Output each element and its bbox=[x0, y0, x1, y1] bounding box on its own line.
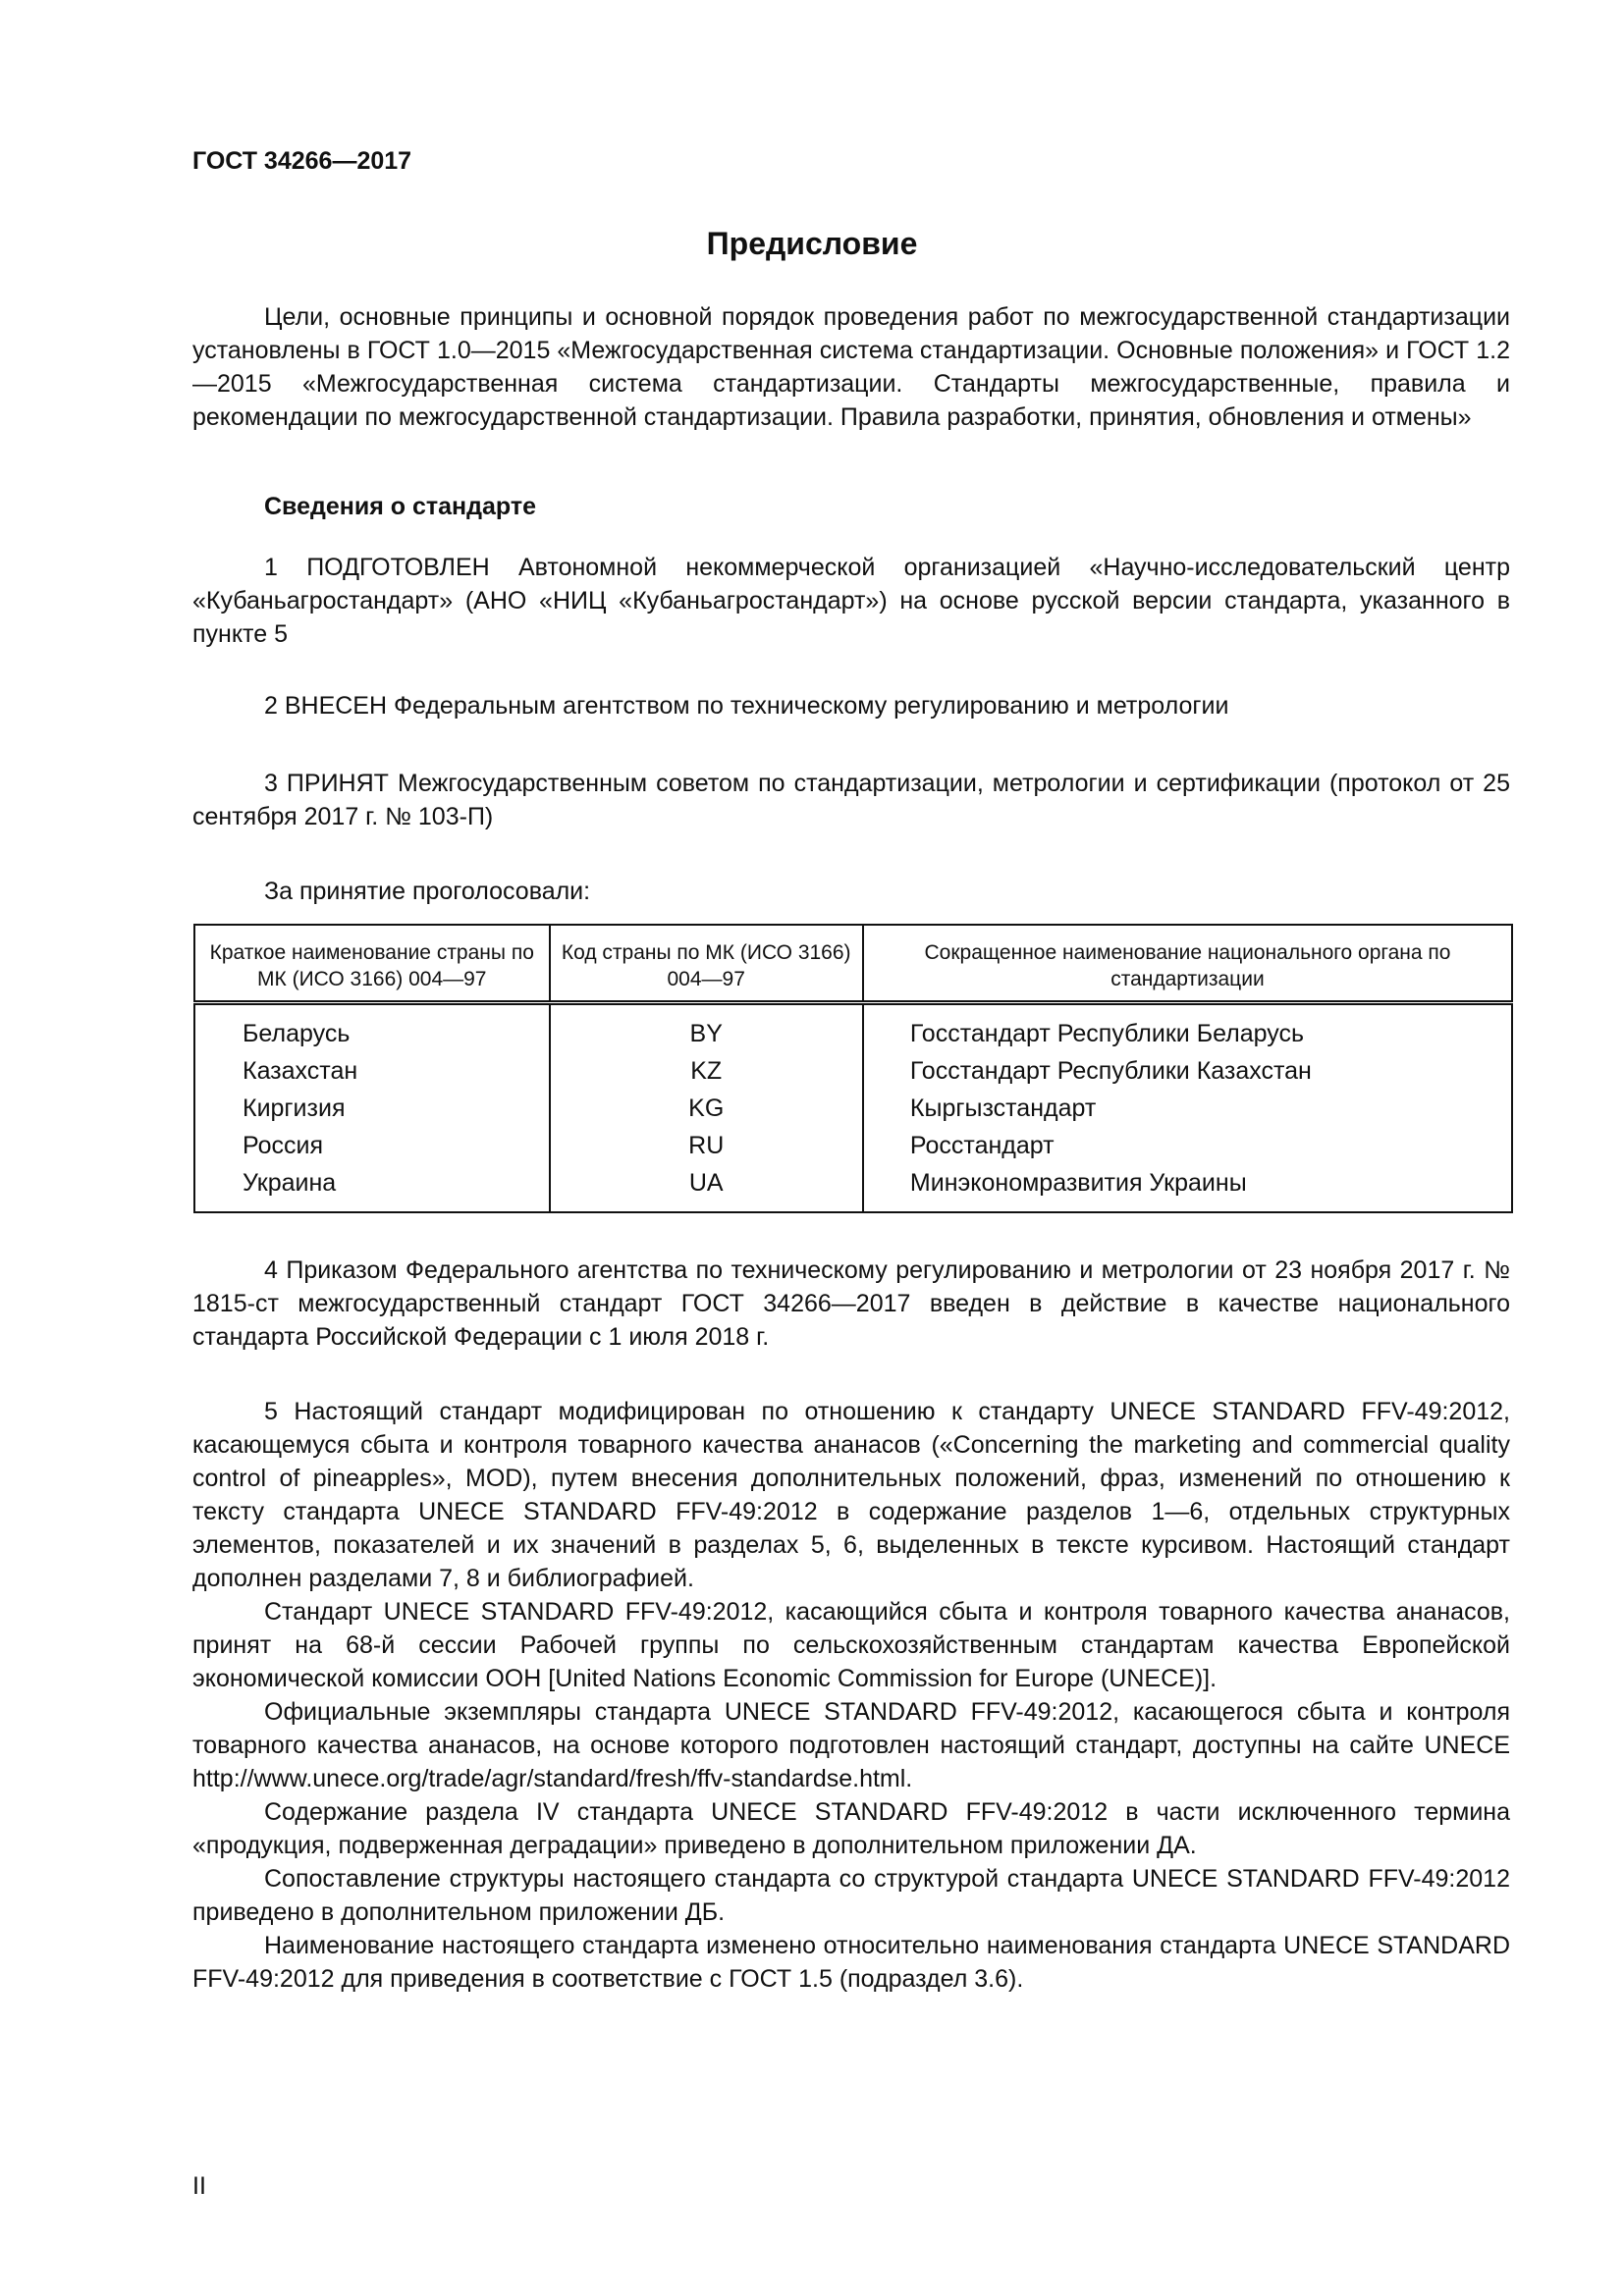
country-cell: Украина bbox=[243, 1168, 337, 1197]
column-header-body: Сокращенное наименование национального органа по стандартизации bbox=[863, 925, 1512, 1003]
voted-label: За принятие проголосовали: bbox=[264, 878, 591, 905]
code-cell: KG bbox=[550, 1090, 863, 1127]
info-heading: Сведения о стандарте bbox=[264, 493, 537, 520]
item-1-section bbox=[192, 551, 1510, 651]
body-cell: Росстандарт bbox=[863, 1127, 1512, 1164]
column-header-country: Краткое наименование страны по МК (ИСО 3166) 004—97 bbox=[194, 925, 550, 1003]
code-cell: UA bbox=[550, 1164, 863, 1212]
item-3-section bbox=[192, 767, 1510, 833]
table-row bbox=[194, 1164, 1512, 1212]
code-cell: KZ bbox=[550, 1052, 863, 1090]
item-1-paragraph: 1 ПОДГОТОВЛЕН Автономной некоммерческой организацией «Научно-исследовательский центр «Кубаньагростандарт» (АНО «НИЦ «Кубаньагростандарт») на основе русской версии стандарта, указанного в пункте 5 bbox=[192, 554, 1510, 648]
code-cell: RU bbox=[550, 1127, 863, 1164]
item-4-paragraph: 4 Приказом Федерального агентства по техническому регулированию и метрологии от 23 ноября 2017 г. № 1815-ст межгосударственный стандарт ГОСТ 34266—2017 введен в действие в качестве национального стандарта Российской Федерации с 1 июля 2018 г. bbox=[192, 1256, 1510, 1351]
country-cell: Россия bbox=[243, 1131, 323, 1159]
item-3-paragraph: 3 ПРИНЯТ Межгосударственным советом по стандартизации, метрологии и сертификации (протокол от 25 сентября 2017 г. № 103-П) bbox=[192, 770, 1510, 830]
document-header: ГОСТ 34266—2017 bbox=[192, 147, 412, 175]
table-header-row bbox=[194, 925, 1512, 1003]
table-row bbox=[194, 1052, 1512, 1090]
intro-paragraph: Цели, основные принципы и основной порядок проведения работ по межгосударственной стандартизации установлены в ГОСТ 1.0—2015 «Межгосударственная система стандартизации. Основные положения» и ГОСТ 1.2—2015 «Межгосударственная система стандартизации. Стандарты межгосударственные, правила и рекомендации по межгосударственной стандартизации. Правила разработки, принятия, обновления и отмены» bbox=[192, 303, 1510, 431]
country-cell: Киргизия bbox=[243, 1094, 346, 1122]
item-5-paragraph: 5 Настоящий стандарт модифицирован по отношению к стандарту UNECE STANDARD FFV-49:2012, касающемуся сбыта и контроля товарного качества ананасов («Concerning the marketing and commercial quality control of pineapples», MOD), путем внесения дополнительных положений, фраз, изменений по отношению к тексту стандарта UNECE STANDARD FFV-49:2012 в содержание разделов 1—6, отдельных структурных элементов, показателей и их значений в разделах 5, 6, выделенных в тексте курсивом. Настоящий стандарт дополнен разделами 7, 8 и библиографией. bbox=[192, 1398, 1510, 1592]
table-row bbox=[194, 1127, 1512, 1164]
body-cell: Минэкономразвития Украины bbox=[863, 1164, 1512, 1212]
table-row bbox=[194, 1090, 1512, 1127]
code-cell: BY bbox=[550, 1003, 863, 1053]
column-header-code: Код страны по МК (ИСО 3166) 004—97 bbox=[550, 925, 863, 1003]
body-cell: Госстандарт Республики Беларусь bbox=[863, 1003, 1512, 1053]
item-5-paragraph: Стандарт UNECE STANDARD FFV-49:2012, касающийся сбыта и контроля товарного качества ананасов, принят на 68-й сессии Рабочей группы по сельскохозяйственным стандартам качества Европейской экономической комиссии ООН [United Nations Economic Commission for Europe (UNECE)]. bbox=[192, 1598, 1510, 1692]
item-2-section bbox=[192, 689, 1510, 722]
item-5-paragraph: Наименование настоящего стандарта изменено относительно наименования стандарта UNECE STANDARD FFV-49:2012 для приведения в соответствие с ГОСТ 1.5 (подраздел 3.6). bbox=[192, 1932, 1510, 1993]
intro-section bbox=[192, 300, 1510, 434]
page-number: II bbox=[192, 2172, 206, 2200]
page-title: Предисловие bbox=[706, 226, 918, 261]
body-cell: Кыргызстандарт bbox=[863, 1090, 1512, 1127]
item-5-paragraph: Сопоставление структуры настоящего стандарта со структурой стандарта UNECE STANDARD FFV-49:2012 приведено в дополнительном приложении ДБ. bbox=[192, 1865, 1510, 1926]
table-row bbox=[194, 1003, 1512, 1053]
item-5-paragraph: Официальные экземпляры стандарта UNECE STANDARD FFV-49:2012, касающегося сбыта и контроля товарного качества ананасов, на основе которого подготовлен настоящий стандарт, доступны на сайте UNECE http://www.unece.org/trade/agr/standard/fresh/ffv-standardse.html. bbox=[192, 1698, 1510, 1792]
item-2-paragraph: 2 ВНЕСЕН Федеральным агентством по техническому регулированию и метрологии bbox=[264, 692, 1229, 720]
body-cell: Госстандарт Республики Казахстан bbox=[863, 1052, 1512, 1090]
item-4-section bbox=[192, 1254, 1510, 1354]
item-5-paragraph: Содержание раздела IV стандарта UNECE STANDARD FFV-49:2012 в части исключенного термина «продукция, подверженная деградации» приведено в дополнительном приложении ДА. bbox=[192, 1798, 1510, 1859]
country-cell: Беларусь bbox=[243, 1019, 351, 1047]
item-5-section bbox=[192, 1395, 1510, 1996]
voting-table bbox=[193, 924, 1513, 1213]
country-cell: Казахстан bbox=[243, 1056, 358, 1085]
